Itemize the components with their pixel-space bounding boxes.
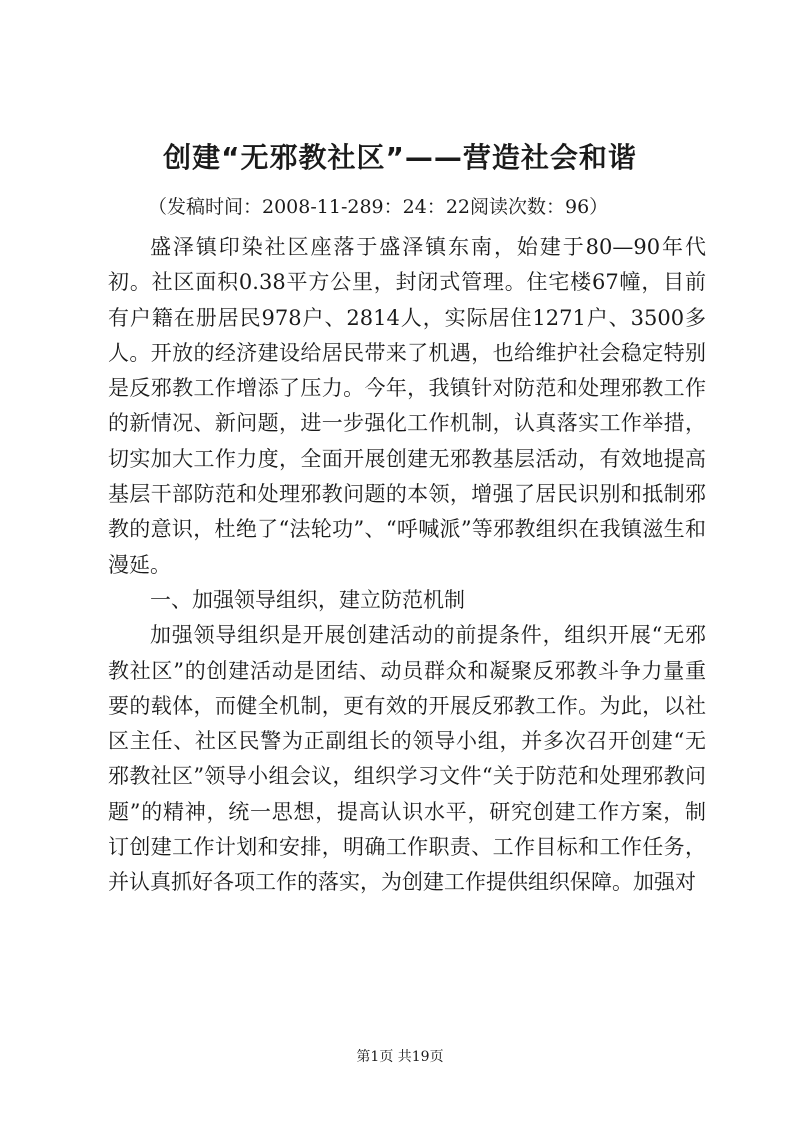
document-title: 创建“无邪教社区”——营造社会和谐 [163, 141, 637, 174]
document-body [108, 230, 706, 901]
page-footer: 第1页 共19页 [356, 1049, 444, 1065]
publish-meta: （发稿时间：2008-11-289：24：22阅读次数：96） [148, 196, 609, 218]
section-heading: 一、加强领导组织，建立防范机制 [150, 587, 465, 612]
paragraph-section-1: 加强领导组织是开展创建活动的前提条件，组织开展“无邪教社区”的创建活动是团结、动员群众和凝聚反邪教斗争力量重要的载体，而健全机制，更有效的开展反邪教工作。为此，以社区主任、社区民警为正副组长的领导小组，并多次召开创建“无邪教社区”领导小组会议，组织学习文件“关于防范和处理邪教问题”的精神，统一思想，提高认识水平，研究创建工作方案，制订创建工作计划和安排，明确工作职责、工作目标和工作任务，并认真抓好各项工作的落实，为创建工作提供组织保障。加强对 [108, 623, 706, 895]
paragraph-intro: 盛泽镇印染社区座落于盛泽镇东南，始建于80—90年代初。社区面积0.38平方公里，封闭式管理。住宅楼67幢，目前有户籍在册居民978户、2814人，实际居住1271户、3500多人。开放的经济建设给居民带来了机遇，也给维护社会稳定特别是反邪教工作增添了压力。今年，我镇针对防范和处理邪教工作的新情况、新问题，进一步强化工作机制，认真落实工作举措，切实加大工作力度，全面开展创建无邪教基层活动，有效地提高基层干部防范和处理邪教问题的本领，增强了居民识别和抵制邪教的意识，杜绝了“法轮功”、“呼喊派”等邪教组织在我镇滋生和漫延。 [108, 235, 706, 577]
